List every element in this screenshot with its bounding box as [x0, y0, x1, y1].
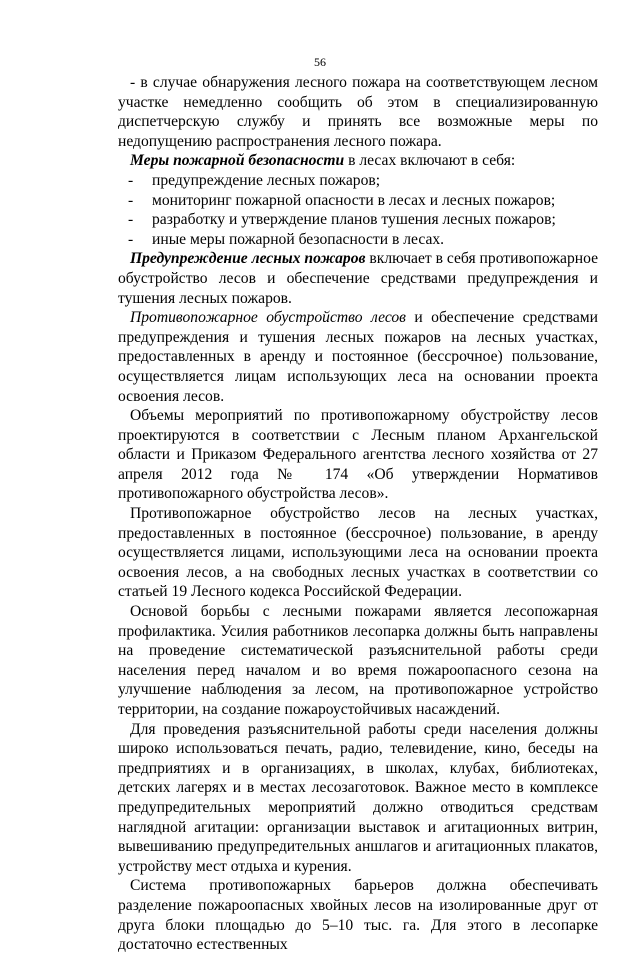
paragraph-notify-fire: - в случае обнаружения лесного пожара на соответствующем лесном участке немедленно сообщить об этом в специализированную диспетчерскую службу и принять все возможные меры по недопущению распространения лесного пожара. [118, 74, 598, 150]
term-fire-prevention: Предупреждение лесных пожаров [130, 250, 366, 268]
paragraph-fire-prevention [118, 249, 598, 308]
list-dash: - [128, 171, 134, 189]
paragraph-prevention-basis: Основой борьбы с лесными пожарами является лесопожарная профилактика. Усилия работников лесопарка должны быть направлены на проведение систематической разъяснительной работы среди населения перед началом и во время пожароопасного сезона на улучшение наблюдения за лесом, на противопожарное устройство территории, на создание пожароустойчивых насаждений. [118, 603, 598, 718]
term-forest-fire-arrangement: Противопожарное обустройство лесов [130, 309, 406, 327]
list-item-text: предупреждение лесных пожаров; [152, 171, 381, 189]
list-item [118, 191, 598, 211]
list-dash: - [128, 230, 134, 248]
paragraph-barrier-system: Система противопожарных барьеров должна обеспечивать разделение пожароопасных хвойных лесов на изолированные друг от друга блоки площадью до 5–10 тыс. га. Для этого в лесопарке достаточно естественных [118, 877, 598, 954]
page-number: 56 [314, 55, 326, 69]
paragraph-arrangement-plots: Противопожарное обустройство лесов на лесных участках, предоставленных в постоянное (бессрочное) пользование, в аренду осуществляется лицами, использующими леса на основании проекта освоения лесов, а на свободных лесных участках в соответствии со статьей 19 Лесного кодекса Российской Федерации. [118, 505, 598, 601]
paragraph-forest-fire-arrangement-text: и обеспечение средствами предупреждения и тушения лесных пожаров на лесных участках, предоставленных в аренду и постоянное (бессрочное) пользование, осуществляется лицам использующих леса на основании проекта освоения лесов. [118, 309, 598, 405]
term-fire-safety-measures: Меры пожарной безопасности [130, 152, 345, 170]
list-item [118, 230, 598, 250]
list-item-text: иные меры пожарной безопасности в лесах. [152, 230, 445, 248]
paragraph-fire-prevention-text: включает в себя противопожарное обустройство лесов и обеспечение средствами предупреждения и тушения лесных пожаров. [118, 250, 598, 307]
list-item-text: разработку и утверждение планов тушения лесных пожаров; [152, 211, 556, 229]
list-item [118, 171, 598, 191]
list-item [118, 210, 598, 230]
list-dash: - [128, 191, 134, 209]
list-dash: - [128, 211, 134, 229]
paragraph-outreach: Для проведения разъяснительной работы среди населения должны широко использоваться печать, радио, телевидение, кино, беседы на предприятиях и в организациях, в школах, клубах, библиотеках, детских лагерях и в местах лесозаготовок. Важное место в комплексе предупредительных мероприятий должно отводиться средствам наглядной агитации: организации выставок и агитационных витрин, вывешиванию предупредительных аншлагов и агитационных плакатов, устройству мест отдыха и курения. [118, 720, 598, 875]
page-body [118, 73, 598, 955]
fire-safety-measures-list [118, 171, 598, 249]
paragraph-fire-safety-measures-text: в лесах включают в себя: [344, 152, 516, 170]
paragraph-volumes: Объемы мероприятий по противопожарному обустройству лесов проектируются в соответствии с Лесным планом Архангельской области и Приказом Федерального агентства лесного хозяйства от 27 апреля 2012 года № 174 «Об утверждении Нормативов противопожарного обустройства лесов». [118, 407, 598, 503]
paragraph-forest-fire-arrangement [118, 308, 598, 406]
list-item-text: мониторинг пожарной опасности в лесах и лесных пожаров; [152, 191, 556, 209]
paragraph-fire-safety-measures [118, 151, 598, 171]
